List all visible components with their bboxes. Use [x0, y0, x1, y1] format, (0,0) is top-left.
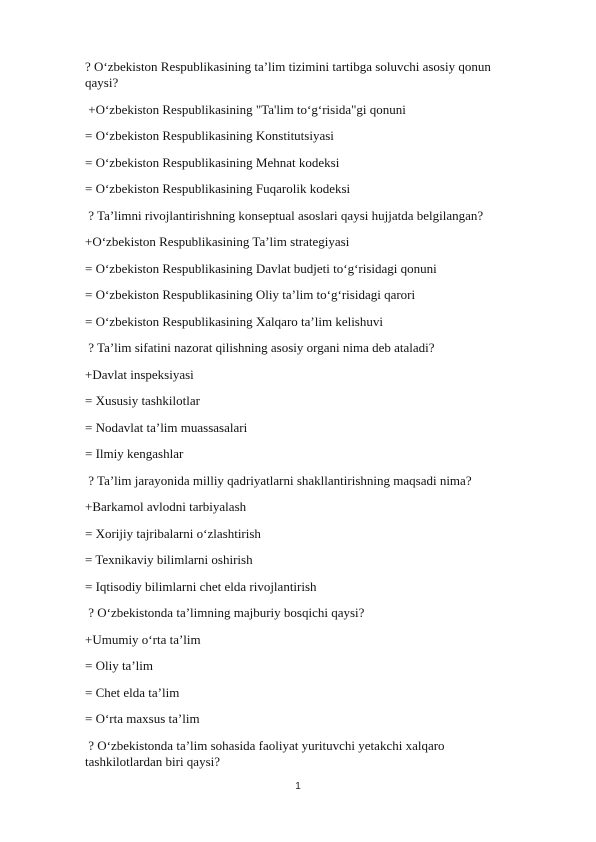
question-line: ? Ta’lim sifatini nazorat qilishning asosiy organi nima deb ataladi? [85, 340, 435, 355]
answer-option-line: = Xususiy tashkilotlar [85, 393, 200, 408]
answer-option-line: = O‘zbekiston Respublikasining Konstitutsiyasi [85, 128, 334, 143]
answer-option-line: = Oliy ta’lim [85, 658, 153, 673]
answer-option-line: = O‘zbekiston Respublikasining Fuqarolik kodeksi [85, 181, 351, 196]
answer-option-line: = O‘zbekiston Respublikasining Mehnat kodeksi [85, 154, 340, 170]
page-number: 1 [295, 781, 301, 792]
question-list [85, 59, 525, 780]
correct-answer-line: +Davlat inspeksiyasi [85, 366, 194, 382]
question-line: ? O‘zbekistonda ta’lim sohasida faoliyat yurituvchi yetakchi xalqaro tashkilotlardan biri qaysi? [85, 737, 448, 769]
answer-option-line: = O‘zbekiston Respublikasining Xalqaro ta’lim kelishuvi [85, 313, 383, 329]
correct-answer-line: +Barkamol avlodni tarbiyalash [85, 499, 247, 514]
answer-option-line: = O‘zbekiston Respublikasining Davlat budjeti to‘g‘risidagi qonuni [85, 260, 437, 276]
question-line: ? Ta’limni rivojlantirishning konseptual asoslari qaysi hujjatda belgilangan? [85, 207, 484, 223]
answer-option-line: = O‘rta maxsus ta’lim [85, 711, 200, 726]
correct-answer-line: +Umumiy o‘rta ta’lim [85, 631, 201, 647]
answer-option-line: = Xorijiy tajribalarni o‘zlashtirish [85, 525, 261, 541]
answer-option-line: = Ilmiy kengashlar [85, 446, 184, 461]
question-line: ? Ta’lim jarayonida milliy qadriyatlarni shakllantirishning maqsadi nima? [85, 472, 472, 488]
correct-answer-line: +O‘zbekiston Respublikasining "Ta'lim to‘g‘risida"gi qonuni [85, 101, 406, 117]
answer-option-line: = Iqtisodiy bilimlarni chet elda rivojlantirish [85, 578, 317, 594]
answer-option-line: = Texnikaviy bilimlarni oshirish [85, 552, 253, 567]
question-line: ? O‘zbekiston Respublikasining ta’lim tizimini tartibga soluvchi asosiy qonun qaysi? [85, 59, 495, 90]
answer-option-line: = Nodavlat ta’lim muassasalari [85, 419, 248, 435]
answer-option-line: = O‘zbekiston Respublikasining Oliy ta’lim to‘g‘risidagi qarori [85, 287, 416, 302]
correct-answer-line: +O‘zbekiston Respublikasining Ta’lim strategiyasi [85, 234, 350, 249]
answer-option-line: = Chet elda ta’lim [85, 684, 180, 700]
question-line: ? O‘zbekistonda ta’limning majburiy bosqichi qaysi? [85, 605, 365, 620]
